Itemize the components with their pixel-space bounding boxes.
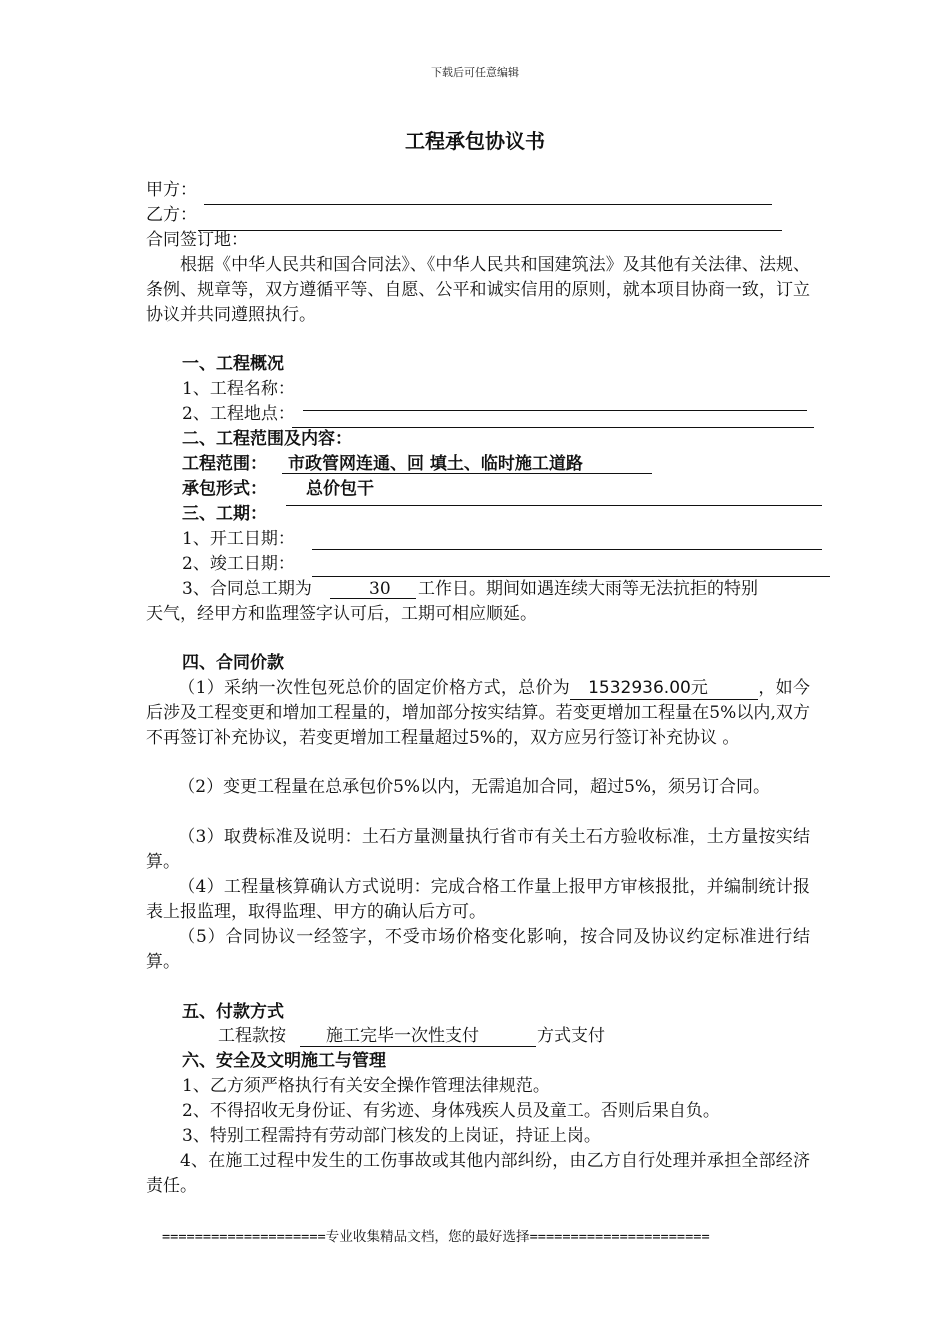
scope-underline (282, 473, 652, 474)
document-title: 工程承包协议书 (405, 129, 545, 153)
party-a-line (204, 204, 772, 205)
safety-item-2: 2、不得招收无身份证、有劣迹、身体残疾人员及童工。否则后果自负。 (182, 1101, 720, 1121)
section1-heading: 一、工程概况 (182, 354, 284, 374)
section4-heading: 四、合同价款 (182, 653, 284, 673)
duration-suffix: 工作日。期间如遇连续大雨等无法抗拒的特别 (418, 579, 758, 599)
price-clause-4: （4）工程量核算确认方式说明：完成合格工作量上报甲方审核报批，并编制统计报表上报监理，取得监理、甲方的确认后方可。 (146, 877, 810, 922)
project-location-line-2 (292, 427, 814, 428)
scope-value: 市政管网连通、回 填土、临时施工道路 (288, 454, 583, 474)
project-name-label: 1、工程名称： (182, 379, 295, 399)
intro-paragraph: 根据《中华人民共和国合同法》、《中华人民共和国建筑法》及其他有关法律、法规、条例、规章等，双方遵循平等、自愿、公平和诚实信用的原则，就本项目协商一致，订立协议并共同遵照执行。 (146, 255, 810, 325)
price-clause-5: （5）合同协议一经签字，不受市场价格变化影响，按合同及协议约定标准进行结算。 (146, 927, 810, 972)
duration-continued: 天气，经甲方和监理签字认可后，工期可相应顺延。 (146, 604, 537, 624)
header-note: 下载后可任意编辑 (431, 66, 519, 79)
section5-heading: 五、付款方式 (182, 1002, 284, 1022)
contract-form-line (286, 505, 822, 506)
total-price (570, 678, 758, 700)
price-clause-3: （3）取费标准及说明：土石方量测量执行省市有关土石方验收标准，土方量按实结算。 (146, 827, 810, 872)
safety-item-1: 1、乙方须严格执行有关安全操作管理法律规范。 (182, 1076, 550, 1096)
party-b-label: 乙方： (146, 205, 197, 225)
contract-form-value: 总价包干 (306, 479, 374, 499)
section3-heading: 三、工期： (182, 504, 267, 524)
footer-banner: ====================专业收集精品文档，您的最好选择====================== (162, 1229, 710, 1245)
safety-item-4: 4、在施工过程中发生的工伤事故或其他内部纠纷，由乙方自行处理并承担全部经济责任。 (146, 1151, 810, 1196)
payment-method-value: 施工完毕一次性支付 (326, 1026, 479, 1046)
start-date-label: 1、开工日期： (182, 529, 295, 549)
party-b-line (198, 230, 782, 231)
contract-form-label: 承包形式： (182, 479, 267, 499)
price-clause-1-rest: ，如今后涉及工程变更和增加工程量的，增加部分按实结算。若变更增加工程量在5%以内,双方不再签订补充协议，若变更增加工程量超过5%的，双方应另行签订补充协议 。 (146, 678, 810, 748)
price-clause-1 (146, 676, 810, 751)
duration-value: 30 (369, 579, 391, 599)
start-date-line (312, 549, 822, 550)
payment-suffix: 方式支付 (537, 1026, 605, 1046)
project-location-label: 2、工程地点： (182, 404, 295, 424)
duration-prefix: 3、合同总工期为 (182, 579, 312, 599)
project-location-line (303, 410, 807, 411)
total-price-value: 1532936.00元 (588, 678, 708, 698)
sign-place-label: 合同签订地： (146, 230, 248, 250)
payment-prefix: 工程款按 (218, 1026, 286, 1046)
end-date-label: 2、竣工日期： (182, 554, 295, 574)
safety-item-3: 3、特别工程需持有劳动部门核发的上岗证，持证上岗。 (182, 1126, 601, 1146)
scope-label: 工程范围： (182, 454, 267, 474)
party-a-label: 甲方： (146, 180, 197, 200)
price-clause-2: （2）变更工程量在总承包价5%以内，无需追加合同，超过5%，须另订合同。 (178, 777, 771, 797)
price-clause-1-prefix: （1）采纳一次性包死总价的固定价格方式，总价为 (178, 678, 571, 698)
section2-heading: 二、工程范围及内容： (182, 429, 352, 449)
section6-heading: 六、安全及文明施工与管理 (182, 1051, 386, 1071)
